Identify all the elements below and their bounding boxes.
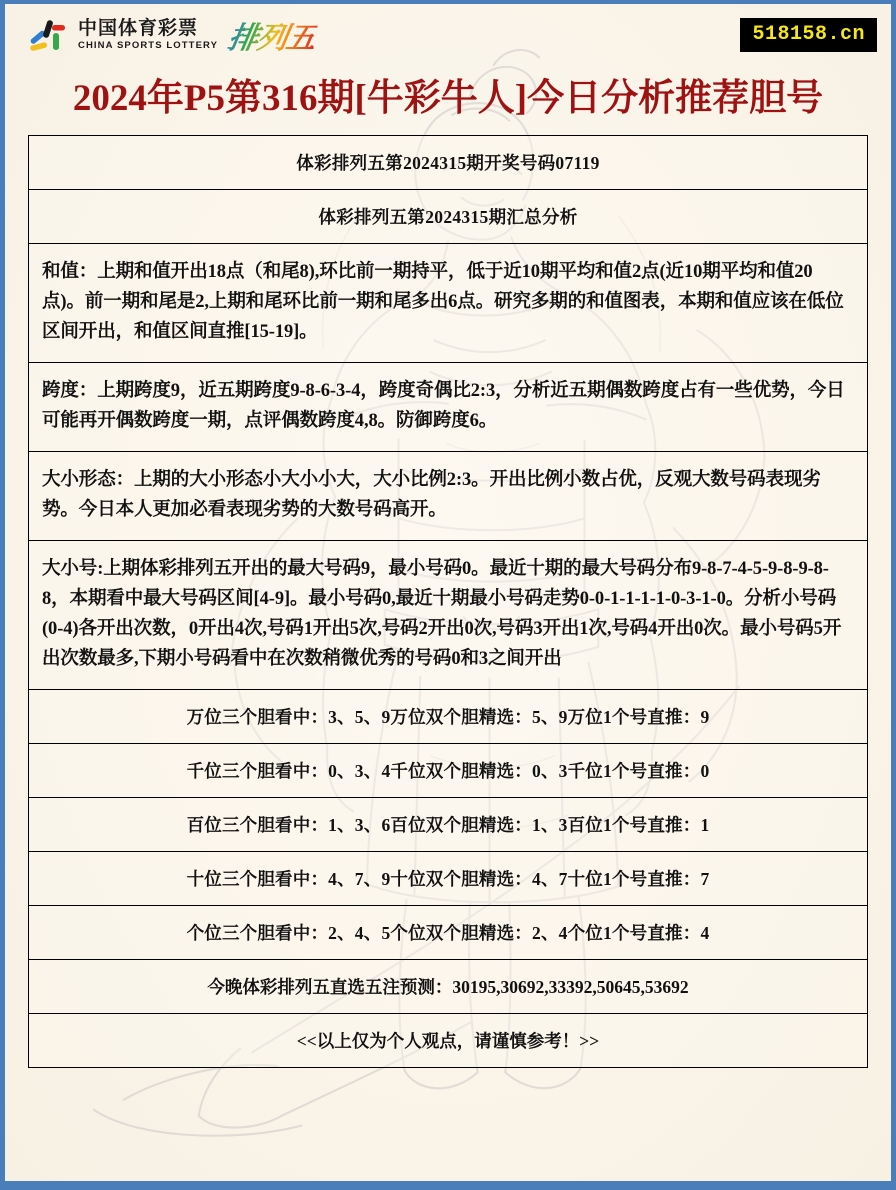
site-header <box>5 4 891 64</box>
table-row-rec-shi <box>29 851 868 905</box>
analysis-paragraph-size-form: 大小形态：上期的大小形态小大小小大，大小比例2:3。开出比例小数占优，反观大数号码表现劣势。今日本人更加必看表现劣势的大数号码高开。 <box>29 451 868 540</box>
table-row-analysis-size-form <box>29 451 868 540</box>
analysis-paragraph-sum: 和值：上期和值开出18点（和尾8),环比前一期持平，低于近10期平均和值2点(近10期平均和值20点)。前一期和尾是2,上期和尾环比前一期和尾多出6点。研究多期的和值图表，本期和值应该在低位区间开出，和值区间直推[15-19]。 <box>29 244 868 363</box>
table-row-rec-qian <box>29 743 868 797</box>
prediction-numbers: 今晚体彩排列五直选五注预测：30195,30692,33392,50645,53692 <box>29 959 868 1013</box>
draw-number-header: 体彩排列五第2024315期开奖号码07119 <box>29 136 868 190</box>
recommendation-ge-position: 个位三个胆看中：2、4、5个位双个胆精选：2、4个位1个号直推：4 <box>29 905 868 959</box>
table-row-rec-wan <box>29 689 868 743</box>
summary-header: 体彩排列五第2024315期汇总分析 <box>29 190 868 244</box>
recommendation-shi-position: 十位三个胆看中：4、7、9十位双个胆精选：4、7十位1个号直推：7 <box>29 851 868 905</box>
logo-game-name: 排列五 <box>225 13 320 57</box>
analysis-paragraph-big-small-number: 大小号:上期体彩排列五开出的最大号码9，最小号码0。最近十期的最大号码分布9-8-7-4-5-9-8-9-8-8，本期看中最大号码区间[4-9]。最小号码0,最近十期最小号码走势0-0-1-1-1-1-0-3-1-0。分析小号码(0-4)各开出次数，0开出4次,号码1开出5次,号码2开出0次,号码3开出1次,号码4开出0次。最小号码5开出次数最多,下期小号码看中在次数稍微优秀的号码0和3之间开出 <box>29 540 868 689</box>
table-row-rec-ge <box>29 905 868 959</box>
table-row-disclaimer <box>29 1013 868 1067</box>
logo-english-name: CHINA SPORTS LOTTERY <box>78 40 219 52</box>
table-row-prediction <box>29 959 868 1013</box>
paper-background <box>5 4 891 1181</box>
recommendation-wan-position: 万位三个胆看中：3、5、9万位双个胆精选：5、9万位1个号直推：9 <box>29 689 868 743</box>
analysis-paragraph-span: 跨度：上期跨度9，近五期跨度9-8-6-3-4，跨度奇偶比2:3，分析近五期偶数跨度占有一些优势，今日可能再开偶数跨度一期，点评偶数跨度4,8。防御跨度6。 <box>29 362 868 451</box>
disclaimer-text: <<以上仅为个人观点，请谨慎参考！>> <box>29 1013 868 1067</box>
logo-text <box>78 19 218 51</box>
sports-lottery-logo-icon <box>27 15 71 55</box>
page-title: 2024年P5第316期[牛彩牛人]今日分析推荐胆号 <box>72 78 824 119</box>
analysis-table <box>28 135 868 1068</box>
table-row-analysis-big-small <box>29 540 868 689</box>
table-row-analysis-span <box>29 362 868 451</box>
table-row-draw-header <box>29 136 868 190</box>
table-row-summary-header <box>29 190 868 244</box>
logo-chinese-name: 中国体育彩票 <box>78 18 199 40</box>
table-row-analysis-sum <box>29 244 868 363</box>
recommendation-qian-position: 千位三个胆看中：0、3、4千位双个胆精选：0、3千位1个号直推：0 <box>29 743 868 797</box>
site-url-badge: 518158.cn <box>740 18 877 52</box>
table-row-rec-bai <box>29 797 868 851</box>
recommendation-bai-position: 百位三个胆看中：1、3、6百位双个胆精选：1、3百位1个号直推：1 <box>29 797 868 851</box>
